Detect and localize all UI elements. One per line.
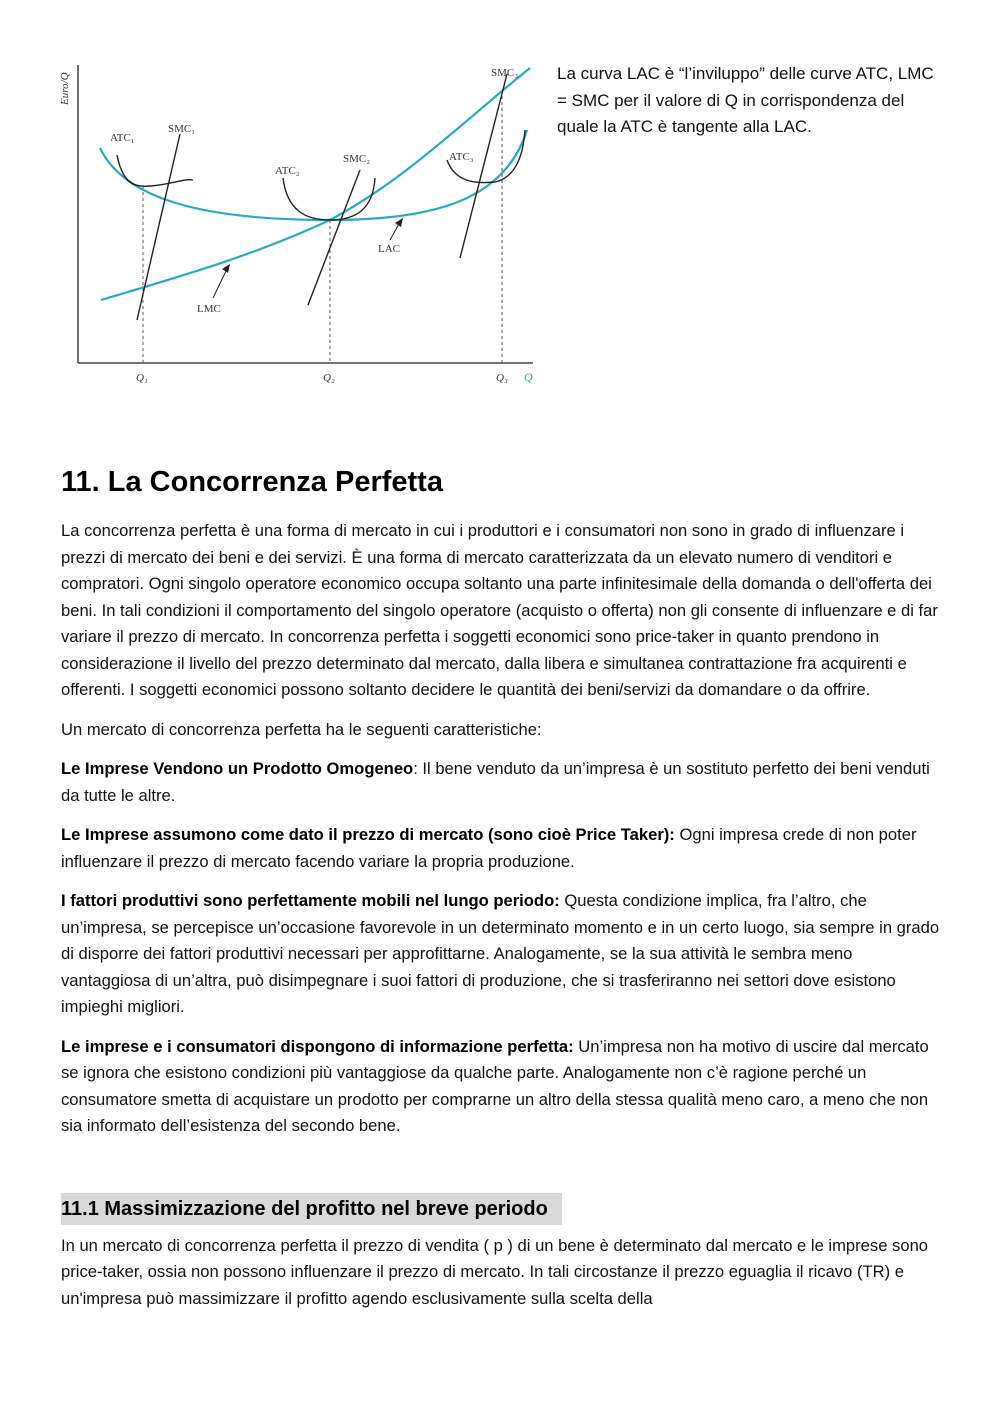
figure-caption: La curva LAC è “l’inviluppo” delle curve ATC, LMC = SMC per il valore di Q in corrispondenza del quale la ATC è tangente alla LAC. [557,64,934,136]
main-content [61,462,943,1325]
intro-paragraph: La concorrenza perfetta è una forma di mercato in cui i produttori e i consumatori non sono in grado di influenzare i prezzi di mercato dei beni e dei servizi. È una forma di mercato caratterizzata da un elevato numero di venditori e compratori. Ogni singolo operatore economico occupa soltanto una parte infinitesimale della domanda o dell'offerta dei beni. In tali condizioni il comportamento del singolo operatore (acquisto o offerta) non gli consente di influenzare e di far variare il prezzo di mercato. In concorrenza perfetta i soggetti economici sono price-taker in quanto prendono in considerazione il livello del prezzo determinato dal mercato, dalla libera e simultanea contrattazione fra acquirenti e offerenti. I soggetti economici possono soltanto decidere le quantità dei beni/servizi da domandare o da offrire. [61,521,938,699]
y-axis-label: Euro/Q [59,72,71,105]
cost-curves-figure [55,60,545,395]
lmc-arrow [213,269,227,298]
feature-paragraph [61,822,943,875]
subsection-paragraph: In un mercato di concorrenza perfetta il prezzo di vendita ( p ) di un bene è determinato dal mercato e le imprese sono price-taker, ossia non possono influenzare il prezzo di mercato. In tali circostanze il prezzo eguaglia il ricavo (TR) e un'impresa può massimizzare il profitto agendo esclusivamente sulla scelta della [61,1235,929,1308]
smc1-line [137,134,180,320]
x-tick-q3: Q₃ [496,372,508,384]
feature-title: I fattori produttivi sono perfettamente mobili nel lungo periodo: [61,891,560,910]
smc2-line [308,170,360,305]
label-atc3: ATC₃ [449,151,474,163]
subsection-title: 11.1 Massimizzazione del profitto nel breve periodo [61,1193,562,1225]
x-tick-q2: Q₂ [323,372,335,384]
label-smc3: SMC₃ [491,67,519,79]
feature-text: Ogni impresa crede di non poter influenzare il prezzo di mercato facendo variare la propria produzione. [61,825,917,871]
feature-paragraph [61,888,943,1021]
x-tick-q1: Q₁ [136,372,148,384]
label-lac: LAC [378,243,400,255]
label-smc2: SMC₂ [343,153,371,165]
atc2-curve [283,178,375,220]
feature-title: Le Imprese Vendono un Prodotto Omogeneo [61,759,414,778]
atc1-curve [117,155,193,186]
features-intro: Un mercato di concorrenza perfetta ha le seguenti caratteristiche: [61,719,542,739]
feature-title: Le Imprese assumono come dato il prezzo di mercato (sono cioè Price Taker): [61,825,675,844]
x-axis-label: Q [524,370,533,384]
label-smc1: SMC₁ [168,123,196,135]
feature-paragraph [61,1034,943,1140]
feature-text: Un’impresa non ha motivo di uscire dal mercato se ignora che esistono condizioni più vantaggiose da qualche parte. Analogamente non c’è ragione perché un consumatore smetta di acquistare un prodotto per comprarne un altro della stessa qualità meno caro, a meno che non sia informato dell’esistenza del secondo bene. [61,1036,929,1135]
label-atc1: ATC₁ [110,132,135,144]
feature-text: Questa condizione implica, fra l’altro, che un’impresa, se percepisce un’occasione favorevole in un determinato momento e in un certo luogo, sia sempre in grado di disporre dei fattori produttivi necessari per approfittarne. Analogamente, se la sua attività le sembra meno vantaggiosa di un’altra, può disimpegnare i suoi fattori di produzione, che si trasferiranno nei settori dove esistono impieghi migliori. [61,891,940,1016]
lac-curve [100,130,527,220]
lmc-arrowhead [222,264,230,273]
feature-text: : Il bene venduto da un’impresa è un sostituto perfetto dei beni venduti da tutte le altre. [61,759,930,805]
smc3-line [460,74,507,258]
label-atc2: ATC₂ [275,165,300,177]
feature-paragraph [61,756,943,809]
feature-title: Le imprese e i consumatori dispongono di informazione perfetta: [61,1036,574,1056]
label-lmc: LMC [197,303,221,315]
section-title: 11. La Concorrenza Perfetta [61,466,443,498]
lac-arrowhead [395,218,403,227]
